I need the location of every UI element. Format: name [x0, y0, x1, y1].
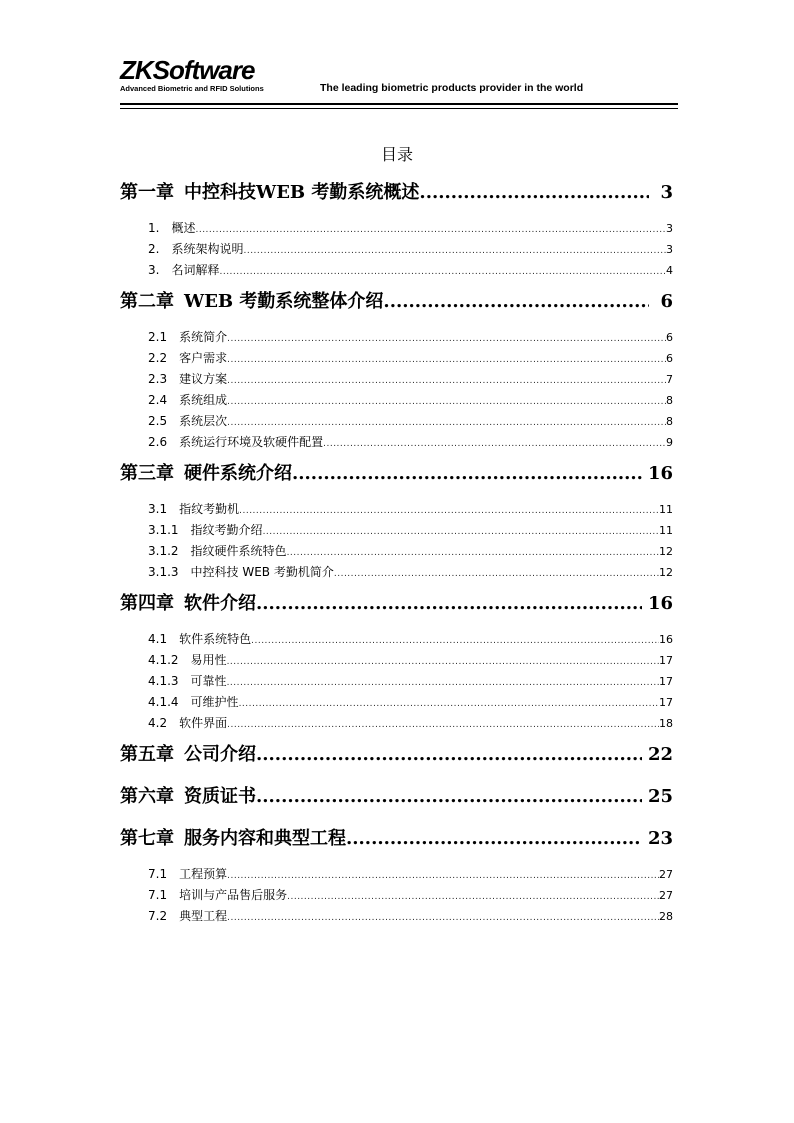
dot-leader: [227, 371, 666, 392]
section-page-number: 17: [659, 696, 673, 709]
toc-section-entry[interactable]: [120, 239, 673, 260]
dot-leader: [239, 501, 659, 522]
toc-section-entry[interactable]: [120, 499, 673, 520]
section-title: 客户需求: [179, 351, 228, 365]
section-number: 3.1: [148, 502, 168, 516]
section-title: 培训与产品售后服务: [179, 888, 288, 902]
chapter-page-number: 22: [647, 744, 673, 765]
dot-leader: [323, 434, 666, 455]
section-page-number: 28: [659, 910, 673, 923]
section-number: 2.4: [148, 393, 168, 407]
dot-leader: [227, 652, 659, 673]
toc-chapter-entry[interactable]: [120, 457, 673, 499]
section-number: 2.: [148, 242, 160, 256]
header-rule-thin: [120, 108, 678, 109]
toc-title: 目录: [380, 145, 413, 164]
section-title: 概述: [171, 221, 196, 235]
table-of-contents: [120, 176, 673, 931]
dot-leader: [227, 329, 666, 350]
toc-section-entry[interactable]: [120, 260, 673, 281]
section-page-number: 12: [659, 566, 673, 579]
section-title: 系统运行环境及软硬件配置: [179, 435, 324, 449]
dot-leader: [243, 241, 666, 262]
toc-section-entry[interactable]: [120, 671, 673, 692]
header-rule-thick: [120, 103, 678, 105]
section-title: 建议方案: [179, 372, 228, 386]
section-page-number: 27: [659, 889, 673, 902]
toc-section-entry[interactable]: [120, 369, 673, 390]
toc-section-entry[interactable]: [120, 885, 673, 906]
dot-leader: [256, 587, 642, 621]
section-title: 典型工程: [179, 909, 228, 923]
section-title: 易用性: [190, 653, 227, 667]
section-page-number: 8: [666, 394, 673, 407]
zksoftware-logo: [120, 56, 264, 94]
toc-section-entry[interactable]: [120, 650, 673, 671]
toc-section-list: [120, 864, 673, 927]
dot-leader: [419, 176, 649, 210]
toc-section-entry[interactable]: [120, 218, 673, 239]
toc-section-entry[interactable]: [120, 390, 673, 411]
section-number: 4.1: [148, 632, 168, 646]
section-number: 7.1: [148, 867, 168, 881]
logo-subtitle: Advanced Biometric and RFID Solutions: [120, 84, 264, 93]
section-title: 指纹硬件系统特色: [190, 544, 287, 558]
section-title: 工程预算: [179, 867, 228, 881]
section-title: 指纹考勤机: [179, 502, 240, 516]
chapter-number: 第二章: [120, 291, 174, 312]
dot-leader: [287, 543, 659, 564]
toc-chapter-entry[interactable]: [120, 587, 673, 629]
toc-section-entry[interactable]: [120, 692, 673, 713]
chapter-page-number: 16: [647, 463, 673, 484]
dot-leader: [334, 564, 659, 585]
section-number: 3.: [148, 263, 160, 277]
section-number: 3.1.3: [148, 565, 179, 579]
section-number: 2.2: [148, 351, 168, 365]
section-page-number: 11: [659, 503, 673, 516]
toc-section-entry[interactable]: [120, 520, 673, 541]
toc-section-entry[interactable]: [120, 864, 673, 885]
chapter-number: 第五章: [120, 744, 174, 765]
section-title: 系统简介: [179, 330, 228, 344]
toc-section-entry[interactable]: [120, 348, 673, 369]
dot-leader: [227, 715, 659, 736]
section-number: 4.1.2: [148, 653, 179, 667]
toc-chapter-entry[interactable]: [120, 822, 673, 864]
dot-leader: [227, 866, 659, 887]
section-page-number: 16: [659, 633, 673, 646]
chapter-number: 第七章: [120, 828, 174, 849]
dot-leader: [256, 780, 642, 814]
section-number: 1.: [148, 221, 160, 235]
dot-leader: [256, 738, 642, 772]
section-page-number: 3: [666, 222, 673, 235]
chapter-page-number: 6: [660, 291, 673, 312]
chapter-number: 第四章: [120, 593, 174, 614]
section-page-number: 11: [659, 524, 673, 537]
section-title: 软件界面: [179, 716, 228, 730]
toc-chapter-entry[interactable]: [120, 285, 673, 327]
toc-section-entry[interactable]: [120, 713, 673, 734]
chapter-title: WEB 考勤系统整体介绍: [184, 291, 384, 312]
chapter-page-number: 16: [647, 593, 673, 614]
section-title: 可靠性: [190, 674, 227, 688]
section-title: 指纹考勤介绍: [190, 523, 263, 537]
toc-section-entry[interactable]: [120, 411, 673, 432]
section-title: 软件系统特色: [179, 632, 252, 646]
section-number: 2.1: [148, 330, 168, 344]
dot-leader: [227, 350, 666, 371]
toc-section-entry[interactable]: [120, 629, 673, 650]
chapter-page-number: 23: [647, 828, 673, 849]
section-page-number: 9: [666, 436, 673, 449]
toc-chapter-entry[interactable]: [120, 176, 673, 218]
section-number: 7.1: [148, 888, 168, 902]
dot-leader: [227, 392, 666, 413]
chapter-title: 服务内容和典型工程: [184, 828, 346, 849]
section-number: 4.1.3: [148, 674, 179, 688]
section-page-number: 7: [666, 373, 673, 386]
dot-leader: [383, 285, 649, 319]
section-title: 可维护性: [190, 695, 239, 709]
section-number: 2.6: [148, 435, 168, 449]
section-title: 中控科技 WEB 考勤机简介: [190, 565, 334, 579]
section-page-number: 18: [659, 717, 673, 730]
section-page-number: 17: [659, 675, 673, 688]
chapter-page-number: 25: [647, 786, 673, 807]
dot-leader: [251, 631, 659, 652]
dot-leader: [227, 673, 659, 694]
chapter-title: 硬件系统介绍: [184, 463, 292, 484]
toc-section-entry[interactable]: [120, 562, 673, 583]
toc-section-list: [120, 499, 673, 583]
toc-section-list: [120, 629, 673, 734]
dot-leader: [227, 413, 666, 434]
logo-wordmark: ZKSoftware: [120, 55, 255, 85]
header-tagline: The leading biometric products provider in the world: [320, 82, 584, 94]
section-page-number: 8: [666, 415, 673, 428]
toc-section-entry[interactable]: [120, 432, 673, 453]
dot-leader: [219, 262, 666, 283]
chapter-title: 软件介绍: [184, 593, 256, 614]
chapter-title: 公司介绍: [184, 744, 256, 765]
chapter-title: 资质证书: [184, 786, 256, 807]
section-page-number: 17: [659, 654, 673, 667]
dot-leader: [239, 694, 659, 715]
chapter-title: 中控科技WEB 考勤系统概述: [184, 182, 420, 203]
section-page-number: 6: [666, 331, 673, 344]
chapter-number: 第三章: [120, 463, 174, 484]
section-number: 3.1.1: [148, 523, 179, 537]
section-page-number: 6: [666, 352, 673, 365]
section-page-number: 3: [666, 243, 673, 256]
dot-leader: [263, 522, 659, 543]
toc-chapter-entry[interactable]: [120, 738, 673, 780]
section-title: 系统层次: [179, 414, 228, 428]
section-number: 7.2: [148, 909, 168, 923]
dot-leader: [195, 220, 666, 241]
toc-section-entry[interactable]: [120, 327, 673, 348]
section-title: 名词解释: [171, 263, 220, 277]
toc-section-entry[interactable]: [120, 541, 673, 562]
section-page-number: 27: [659, 868, 673, 881]
dot-leader: [227, 908, 659, 929]
toc-chapter-entry[interactable]: [120, 780, 673, 822]
dot-leader: [292, 457, 642, 491]
page-header: [120, 56, 678, 108]
section-title: 系统组成: [179, 393, 228, 407]
toc-section-list: [120, 218, 673, 281]
dot-leader: [287, 887, 659, 908]
section-number: 4.2: [148, 716, 168, 730]
section-title: 系统架构说明: [171, 242, 244, 256]
section-page-number: 12: [659, 545, 673, 558]
dot-leader: [346, 822, 642, 856]
chapter-number: 第六章: [120, 786, 174, 807]
section-number: 2.3: [148, 372, 168, 386]
section-number: 2.5: [148, 414, 168, 428]
toc-section-entry[interactable]: [120, 906, 673, 927]
section-number: 4.1.4: [148, 695, 179, 709]
section-number: 3.1.2: [148, 544, 179, 558]
toc-section-list: [120, 327, 673, 453]
section-page-number: 4: [666, 264, 673, 277]
chapter-page-number: 3: [660, 182, 673, 203]
chapter-number: 第一章: [120, 182, 174, 203]
